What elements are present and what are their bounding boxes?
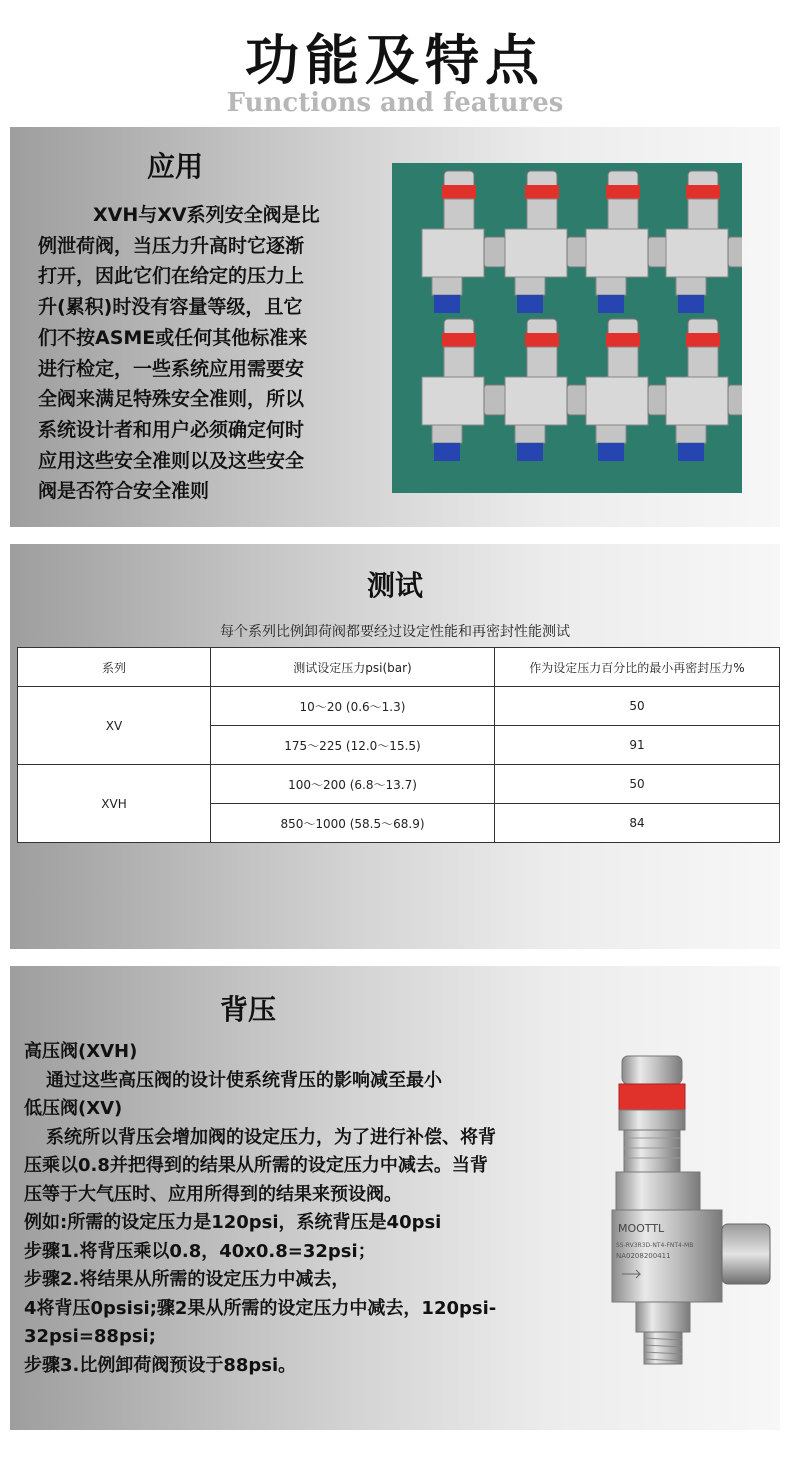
application-text	[38, 200, 383, 507]
reseal-cell: 84	[495, 804, 780, 843]
text-line: 们不按ASME或任何其他标准来	[38, 326, 308, 349]
testing-section	[10, 544, 780, 949]
test-table	[17, 647, 780, 843]
valves-grid-image	[392, 163, 742, 493]
text-line: 全阀来满足特殊安全准则，所以	[38, 388, 305, 411]
series-cell: XVH	[18, 765, 211, 843]
text-line: 高压阀(XVH)	[24, 1041, 138, 1062]
reseal-cell: 50	[495, 687, 780, 726]
valve-brand: MOOTTL	[618, 1222, 665, 1235]
text-line: 压等于大气压时、应用所得到的结果来预设阀。	[24, 1183, 402, 1205]
text-line: XVH与XV系列安全阀是比	[93, 204, 320, 226]
valve-serial: NA0208200411	[616, 1252, 671, 1260]
valve-model: SS-RV3R3D-NT4-FNT4-MB	[616, 1242, 694, 1249]
text-line: 步骤3.比例卸荷阀预设于88psi。	[24, 1354, 297, 1376]
reseal-cell: 91	[495, 726, 780, 765]
text-line: 4将背压0psisi;骤2果从所需的设定压力中减去，120psi-	[24, 1297, 497, 1319]
testing-title: 测试	[366, 569, 423, 602]
page-title: 功能及特点	[245, 29, 545, 92]
backpressure-text	[24, 1038, 496, 1380]
table-row	[18, 687, 780, 726]
text-line: 例如:所需的设定压力是120psi，系统背压是40psi	[24, 1212, 442, 1233]
table-header-row	[18, 648, 780, 687]
header-series: 系列	[18, 648, 211, 687]
application-section	[10, 127, 780, 527]
text-line: 进行检定，一些系统应用需要安	[38, 357, 305, 380]
application-title: 应用	[147, 150, 204, 183]
text-line: 32psi=88psi;	[24, 1326, 156, 1347]
text-line: 升(累积)时没有容量等级，且它	[38, 296, 303, 319]
header-pressure: 测试设定压力psi(bar)	[211, 648, 495, 687]
text-line: 阀是否符合安全准则	[38, 480, 210, 503]
valve-photo	[600, 1054, 776, 1369]
header-reseal: 作为设定压力百分比的最小再密封压力%	[495, 648, 780, 687]
pressure-cell: 10～20 (0.6～1.3)	[211, 687, 495, 726]
backpressure-title: 背压	[220, 993, 277, 1026]
text-line: 系统设计者和用户必须确定何时	[38, 418, 305, 441]
testing-subtitle: 每个系列比例卸荷阀都要经过设定性能和再密封性能测试	[220, 624, 570, 640]
text-line: 例泄荷阀，当压力升高时它逐渐	[38, 234, 305, 257]
table-row	[18, 765, 780, 804]
series-cell: XV	[18, 687, 211, 765]
page-subtitle: Functions and features	[226, 88, 564, 118]
text-line: 步骤2.将结果从所需的设定压力中减去，	[24, 1269, 350, 1290]
backpressure-section	[10, 966, 780, 1430]
text-line: 打开，因此它们在给定的压力上	[38, 265, 305, 288]
text-line: 应用这些安全准则以及这些安全	[38, 449, 305, 472]
reseal-cell: 50	[495, 765, 780, 804]
text-line: 步骤1.将背压乘以0.8，40x0.8=32psi；	[24, 1240, 376, 1262]
valves-grid-photo	[392, 163, 742, 493]
pressure-cell: 100～200 (6.8～13.7)	[211, 765, 495, 804]
safety-valve-image	[600, 1054, 776, 1369]
text-line: 通过这些高压阀的设计使系统背压的影响减至最小	[46, 1069, 442, 1091]
pressure-cell: 175～225 (12.0～15.5)	[211, 726, 495, 765]
text-line: 低压阀(XV)	[24, 1098, 123, 1119]
pressure-cell: 850～1000 (58.5～68.9)	[211, 804, 495, 843]
text-line: 系统所以背压会增加阀的设定压力，为了进行补偿、将背	[46, 1126, 496, 1148]
text-line: 压乘以0.8并把得到的结果从所需的设定压力中减去。当背	[24, 1155, 488, 1176]
